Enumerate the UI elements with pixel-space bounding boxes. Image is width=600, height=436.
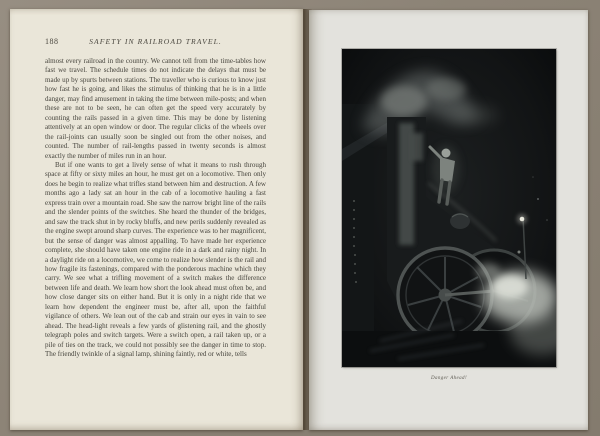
right-page xyxy=(309,10,588,430)
paragraph-1: almost every railroad in the country. We cannot tell from the time-tables how fast we travel. The schedule times do not indicate the delays that must be made up by spurts between stations. The traveller who is curious to know just how fast he is going, and likes the stimulus of thinking that he is in a little danger, may find amusement in taking the time between mile-posts; and when these are not to be seen, he can often get the speed very accurately by counting the rails passed in a given time. This may be done by listening attentively at an open window or door. The regular clicks of the wheels over the rail-joints can usually soon be singled out from the other noises, and counted. The number of rail-lengths passed in twenty seconds is almost exactly the number of miles run in an hour. xyxy=(45,57,266,160)
illustration-caption: Danger Ahead! xyxy=(430,376,468,381)
page-header xyxy=(45,37,266,48)
paragraph-2: But if one wants to get a lively sense of what it means to rush through space at fifty or sixty miles an hour, he must get on a locomotive. Then only does he begin to realize what trifles stand between him and destruction. A few months ago a lady sat an hour in the cab of a locomotive hauling a fast express train over a mountain road. She saw the narrow bright line of the rails and the slender points of the switches. She heard the thunder of the bridges, and saw the track shut in by rocky bluffs, and new perils suddenly revealed as the engine swept around sharp curves. The experience was to her magnificent, but the sense of danger was almost appalling. To have made her experience complete, she should have taken one engine ride in a dark and rainy night. In a daylight ride on a locomotive, we come to realize how slender is the rail and how fragile its fastenings, compared with the ponderous machine which they carry. We see what a trifling movement of a switch makes the difference between life and death. We learn how short the look ahead must often be, and how close danger sits on either hand. But it is only in a night ride that we learn how dependent the engineer must be, after all, upon the faithful vigilance of others. We lean out of the cab and strain our eyes in vain to see ahead. The head-light reveals a few yards of glistening rail, and the ghostly telegraph poles and switch targets. Were a switch open, a rail taken up, or a pile of ties on the track, we could not possibly see the danger in time to stop. The friendly twinkle of a signal lamp, shining faintly, red or white, tells xyxy=(45,160,266,359)
running-title: SAFETY IN RAILROAD TRAVEL. xyxy=(89,37,222,46)
engraving-art xyxy=(342,49,556,367)
locomotive-night-engraving xyxy=(342,49,556,367)
page-number: 188 xyxy=(45,37,59,46)
body-text xyxy=(45,57,266,360)
left-page xyxy=(10,9,303,430)
